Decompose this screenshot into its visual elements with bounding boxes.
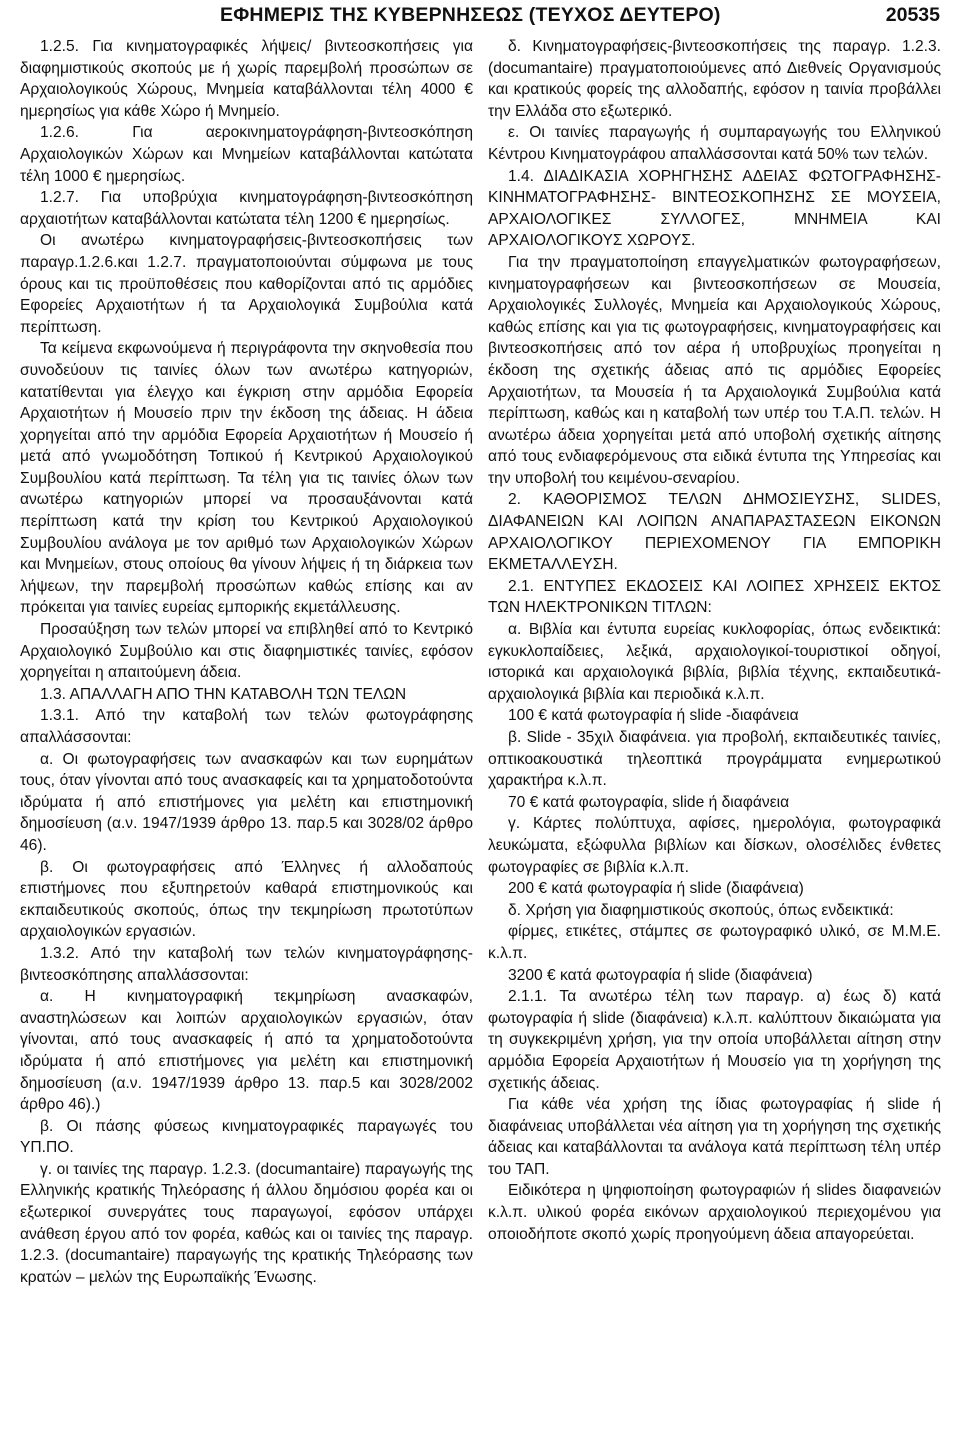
page-number: 20535 — [885, 4, 940, 26]
paragraph: Τα κείμενα εκφωνούμενα ή περιγράφοντα την σκηνοθεσία που συνοδεύουν τις ταινίες όλων των ανωτέρω κατηγοριών, κατατίθενται για έλεγχο και έγκριση στην αρμόδια Εφορεία Αρχαιοτήτων ή Μουσείο πριν την έκδοση της άδειας. Η άδεια χορηγείται από την αρμόδια Εφορεία Αρχαιοτήτων ή Μουσείο ή μετά από γνωμοδότηση Τοπικού ή Κεντρικού Αρχαιολογικού Συμβουλίου κατά περίπτωση. Τα τέλη για τις ταινίες όλων των ανωτέρω κατηγοριών μπορεί να προσαυξάνονται κατά περίπτωση κατά την κρίση του Κεντρικού Αρχαιολογικού Συμβουλίου ανάλογα με τον αριθμό των Αρχαιολογικών Χώρων και Μνημείων, στους οποίους θα γίνουν λήψεις ή τη διάρκεια των λήψεων, την παρεμβολή προσώπων καθώς επίσης και αν πρόκειται για ταινίες ευρείας εμπορικής εκμετάλλευσης. — [20, 340, 473, 617]
paragraph: β. Οι πάσης φύσεως κινηματογραφικές παραγωγές του ΥΠ.ΠΟ. — [20, 1117, 473, 1157]
fee-line: 100 € κατά φωτογραφία ή slide -διαφάνεια — [508, 707, 799, 725]
paragraph: Ειδικότερα η ψηφιοποίηση φωτογραφιών ή slides διαφανειών κ.λ.π. υλικού φορέα εικόνων αρχαιολογικού περιεχομένου για οποιοδήποτε σκοπό χωρίς προηγούμενη άδεια απαγορεύεται. — [488, 1182, 941, 1243]
paragraph: 1.2.6. Για αεροκινηματογράφηση-βιντεοσκόπηση Αρχαιολογικών Χώρων και Μνημείων καταβάλλονται κατώτατα τέλη 1000 € ημερησίως. — [20, 124, 473, 185]
paragraph: α. Οι φωτογραφήσεις των ανασκαφών και των ευρημάτων τους, όταν γίνονται από τους ανασκαφείς και τα χρηματοδοτούντα ιδρύματα ή από επιστήμονες για μελέτη και επιστημονική δημοσίευση (α.ν. 1947/1939 άρθρο 13. παρ.5 και 3028/02 άρθρο 46). — [20, 750, 473, 854]
paragraph: γ. οι ταινίες της παραγρ. 1.2.3. (documantaire) παραγωγής της Ελληνικής κρατικής Τηλεόρασης ή άλλου δημόσιου φορέα και οι εξωτερικοί συνεργάτες τους παραγωγοί, εφόσον υπάρχει ανάθεση έργου από τον φορέα, καθώς και οι ταινίες της παραγρ. 1.2.3. (documantaire) παραγωγής της κρατικής Τηλεόρασης των κρατών – μελών της Ευρωπαϊκής Ένωσης. — [20, 1160, 473, 1286]
paragraph: δ. Χρήση για διαφημιστικούς σκοπούς, όπως ενδεικτικά: — [508, 901, 894, 919]
paragraph: 1.3.2. Από την καταβολή των τελών κινηματογράφησης-βιντεοσκόπησης απαλλάσσονται: — [20, 944, 473, 984]
paragraph: γ. Κάρτες πολύπτυχα, αφίσες, ημερολόγια, φωτογραφικά λευκώματα, εξώφυλλα βιβλίων και δίσκων, ολοσέλιδες ένθετες φωτογραφίες σε βιβλία κ.λ.π. — [488, 815, 941, 876]
fee-line: 3200 € κατά φωτογραφία ή slide (διαφάνεια) — [508, 966, 813, 984]
paragraph: 1.3.1. Από την καταβολή των τελών φωτογράφησης απαλλάσσονται: — [20, 707, 473, 746]
paragraph: Για κάθε νέα χρήση της ίδιας φωτογραφίας ή slide ή διαφάνειας υποβάλλεται νέα αίτηση για τη χορήγηση της σχετικής άδειας και καταβάλλονται τα ανάλογα κατά περίπτωση τέλη υπέρ του ΤΑΠ. — [488, 1096, 941, 1178]
paragraph: 2.1.1. Τα ανωτέρω τέλη των παραγρ. α) έως δ) κατά φωτογραφία ή slide (διαφάνεια) κ.λ.π. καλύπτουν δικαιώματα για τη συγκεκριμένη χρήση, για την οποία υποβάλλεται αίτηση στην αρμόδια Εφορεία Αρχαιοτήτων ή Μουσείο για τη χορήγηση της σχετικής άδειας. — [488, 988, 941, 1092]
paragraph: φίρμες, ετικέτες, στάμπες σε φωτογραφικό υλικό, σε Μ.Μ.Ε. κ.λ.π. — [488, 923, 941, 962]
section-heading: 1.4. ΔΙΑΔΙΚΑΣΙΑ ΧΟΡΗΓΗΣΗΣ ΑΔΕΙΑΣ ΦΩΤΟΓΡΑΦΗΣΗΣ-ΚΙΝΗΜΑΤΟΓΡΑΦΗΣΗΣ- ΒΙΝΤΕΟΣΚΟΠΗΣΗΣ ΣΕ ΜΟΥΣΕΙΑ, ΑΡΧΑΙΟΛΟΓΙΚΕΣ ΣΥΛΛΟΓΕΣ, ΜΝΗΜΕΙΑ ΚΑΙ ΑΡΧΑΙΟΛΟΓΙΚΟΥΣ ΧΩΡΟΥΣ. — [488, 167, 941, 250]
paragraph: Για την πραγματοποίηση επαγγελματικών φωτογραφήσεων, κινηματογραφήσεων και βιντεοσκοπήσεων σε Μουσεία, Αρχαιολογικές Συλλογές, Μνημεία και Αρχαιολογικούς Χώρους, καθώς επίσης και για τις φωτογραφήσεις, κινηματογραφήσεις και βιντεοσκοπήσεις από τον αέρα ή υποβρυχίως προηγείται η έκδοση της σχετικής άδειας από τις αρμόδιες Εφορείες Αρχαιοτήτων, τα Μουσεία ή τα Αρχαιολογικά Συμβούλια κατά περίπτωση, καθώς και η καταβολή των υπέρ του Τ.Α.Π. τελών. Η ανωτέρω άδεια χορηγείται μετά από υποβολή σχετικής αίτησης από τους ενδιαφερόμενους στα ειδικά έντυπα της Υπηρεσίας και την υποβολή του κειμένου-σεναρίου. — [488, 253, 941, 487]
paragraph: α. Βιβλία και έντυπα ευρείας κυκλοφορίας, όπως ενδεικτικά: εγκυκλοπαίδειες, λεξικά, αρχαιολογικοί-τουριστικοί οδηγοί, ιστορικά και αρχαιολογικά βιβλία, βιβλία τέχνης, εκπαιδευτικά-αρχαιολογικά βιβλία και περιοδικά κ.λ.π. — [488, 621, 941, 703]
paragraph: α. Η κινηματογραφική τεκμηρίωση ανασκαφών, αναστηλώσεων και λοιπών αρχαιολογικών εργασιών, όταν γίνονται, από τους ανασκαφείς ή από τα χρηματοδοτούντα ιδρύματα ή από επιστήμονες για μελέτη και επιστημονική δημοσίευση (α.ν. 1947/1939 άρθρο 13. παρ.5 και 3028/2002 άρθρο 46).) — [20, 988, 473, 1114]
paragraph: δ. Κινηματογραφήσεις-βιντεοσκοπήσεις της παραγρ. 1.2.3. (documantaire) πραγματοποιούμενες από Διεθνείς Οργανισμούς και κρατικούς φορείς της αλλοδαπής, εφόσον η ταινία προβάλλει την Ελλάδα στο εξωτερικό. — [488, 38, 941, 120]
page-header — [0, 0, 960, 36]
paragraph: 1.2.5. Για κινηματογραφικές λήψεις/ βιντεοσκοπήσεις για διαφημιστικούς σκοπούς με ή χωρίς παρεμβολή προσώπων σε Αρχαιολογικούς Χώρους, Μνημεία καταβάλλονται τέλη 4000 € ημερησίως για κάθε Χώρο ή Μνημείο. — [20, 38, 473, 120]
section-heading: 2. ΚΑΘΟΡΙΣΜΟΣ ΤΕΛΩΝ ΔΗΜΟΣΙΕΥΣΗΣ, SLIDES, ΔΙΑΦΑΝΕΙΩΝ ΚΑΙ ΛΟΙΠΩΝ ΑΝΑΠΑΡΑΣΤΑΣΕΩΝ ΕΙΚΟΝΩΝ ΑΡΧΑΙΟΛΟΓΙΚΟΥ ΠΕΡΙΕΧΟΜΕΝΟΥ ΓΙΑ ΕΜΠΟΡΙΚΗ ΕΚΜΕΤΑΛΛΕΥΣΗ. — [488, 491, 941, 574]
paragraph: Προσαύξηση των τελών μπορεί να επιβληθεί από το Κεντρικό Αρχαιολογικό Συμβούλιο και στις διαφημιστικές ταινίες, εφόσον χορηγείται η απαιτούμενη άδεια. — [20, 621, 473, 682]
paragraph: 1.2.7. Για υποβρύχια κινηματογράφηση-βιντεοσκόπηση αρχαιοτήτων καταβάλλονται κατώτατα τέλη 1200 € ημερησίως. — [20, 189, 473, 228]
gazette-title: ΕΦΗΜΕΡΙΣ ΤΗΣ ΚΥΒΕΡΝΗΣΕΩΣ (ΤΕΥΧΟΣ ΔΕΥΤΕΡΟ) — [220, 4, 721, 26]
paragraph: β. Slide - 35χιλ διαφάνεια. για προβολή, εκπαιδευτικές ταινίες, οπτικοακουστικά τηλεοπτικά προγράμματα ενημερωτικού χαρακτήρα κ.λ.π. — [488, 729, 941, 790]
fee-line: 70 € κατά φωτογραφία, slide ή διαφάνεια — [508, 793, 790, 811]
paragraph: ε. Οι ταινίες παραγωγής ή συμπαραγωγής του Ελληνικού Κέντρου Κινηματογράφου απαλλάσσονται κατά 50% των τελών. — [488, 124, 941, 163]
section-heading: 2.1. ΕΝΤΥΠΕΣ ΕΚΔΟΣΕΙΣ ΚΑΙ ΛΟΙΠΕΣ ΧΡΗΣΕΙΣ ΕΚΤΟΣ ΤΩΝ ΗΛΕΚΤΡΟΝΙΚΩΝ ΤΙΤΛΩΝ: — [488, 577, 941, 617]
section-heading: 1.3. ΑΠΑΛΛΑΓΗ ΑΠΟ ΤΗΝ ΚΑΤΑΒΟΛΗ ΤΩΝ ΤΕΛΩΝ — [40, 685, 407, 703]
fee-line: 200 € κατά φωτογραφία ή slide (διαφάνεια) — [508, 880, 804, 898]
paragraph: β. Οι φωτογραφήσεις από Έλληνες ή αλλοδαπούς επιστήμονες που εξυπηρετούν καθαρά επιστημονικούς και εκπαιδευτικούς σκοπούς, όπως την τεκμηρίωση πρωτοτύπων αρχαιολογικών εργασιών. — [20, 858, 473, 941]
right-column — [488, 36, 941, 1426]
paragraph: Οι ανωτέρω κινηματογραφήσεις-βιντεοσκοπήσεις των παραγρ.1.2.6.και 1.2.7. πραγματοποιούνται σύμφωνα με τους όρους και τις προϋποθέσεις που καθορίζονται από τις αρμόδιες Εφορείες Αρχαιοτήτων ή τα Αρχαιολογικά Συμβούλια κατά περίπτωση. — [20, 232, 473, 336]
left-column — [20, 36, 473, 1426]
